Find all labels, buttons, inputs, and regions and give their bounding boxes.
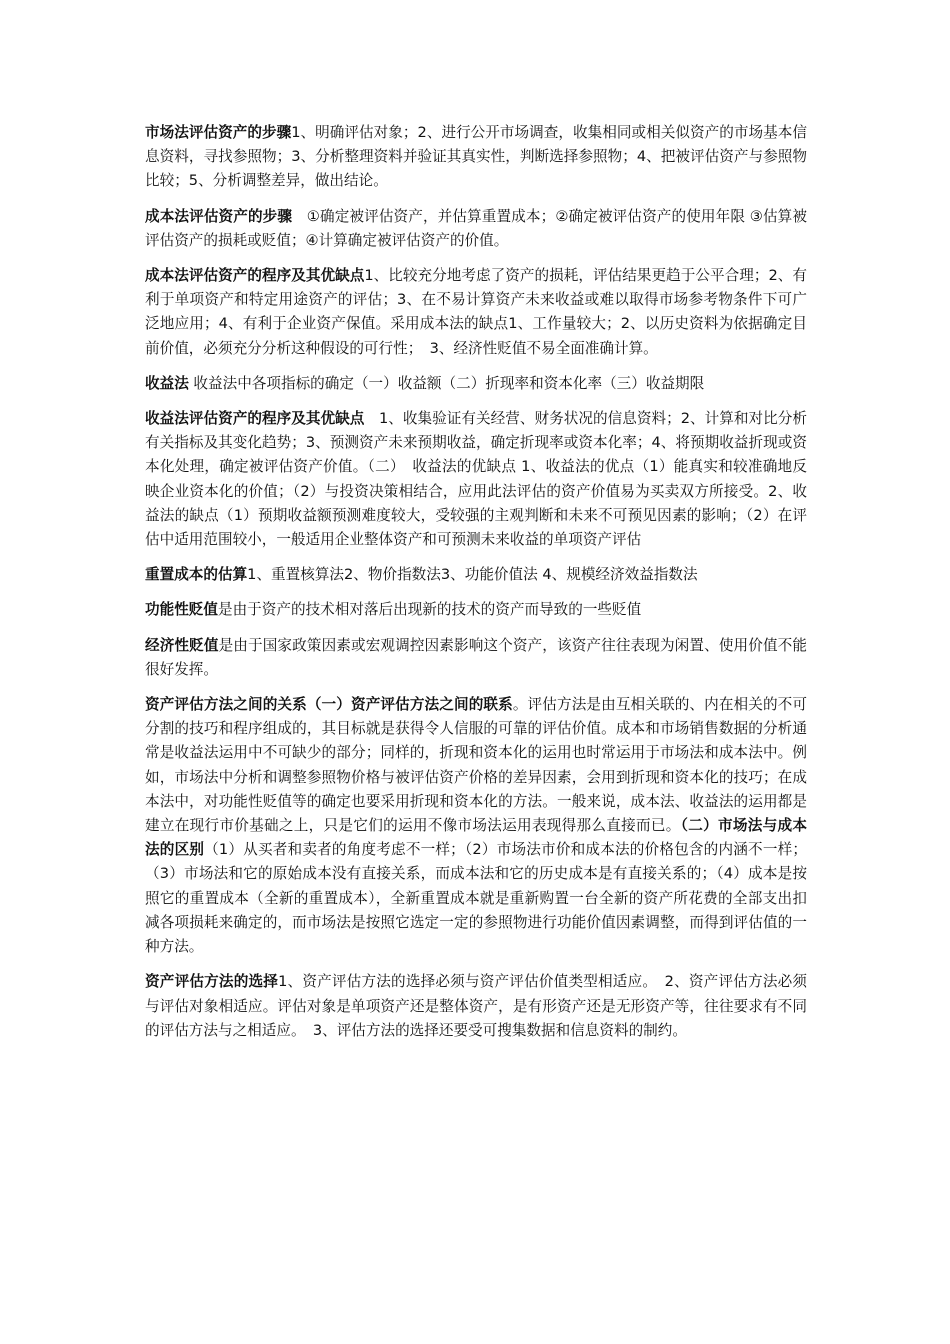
heading-methods-selection: 资产评估方法的选择 bbox=[145, 973, 279, 991]
heading-functional-depreciation: 功能性贬值 bbox=[145, 601, 218, 619]
text-market-method-steps: 1、明确评估对象；2、进行公开市场调查，收集相同或相关似资产的市场基本信息资料，寻找参照物；3、分析整理资料并验证其真实性，判断选择参照物；4、把被评估资产与参照物比较；5、分析调整差异，做出结论。 bbox=[145, 124, 807, 190]
paragraph-cost-method-steps bbox=[145, 205, 807, 253]
heading-income-method-procedure: 收益法评估资产的程序及其优缺点 bbox=[145, 410, 365, 428]
paragraph-methods-selection bbox=[145, 970, 807, 1043]
heading-market-method-steps: 市场法评估资产的步骤 bbox=[145, 124, 292, 141]
paragraph-market-method-steps bbox=[145, 121, 807, 194]
paragraph-income-method-procedure bbox=[145, 407, 807, 552]
document-body bbox=[145, 121, 807, 1054]
paragraph-replacement-cost bbox=[145, 563, 807, 587]
text-economic-depreciation: 是由于国家政策因素或宏观调控因素影响这个资产，该资产往往表现为闲置、使用价值不能很好发挥。 bbox=[145, 636, 807, 678]
paragraph-methods-relationship bbox=[145, 693, 807, 959]
text-income-method-procedure: 1、收集验证有关经营、财务状况的信息资料；2、计算和对比分析有关指标及其变化趋势；3、预测资产未来预期收益，确定折现率或资本化率；4、将预期收益折现或资本化处理，确定被评估资产价值。（二） 收益法的优缺点 1、收益法的优点（1）能真实和较准确地反映企业资本化的价值；（2）与投资决策相结合，应用此法评估的资产价值易为买卖双方所接受。2、收益法的缺点（1）预期收益额预测难度较大，受较强的主观判断和未来不可预见因素的影响；（2）在评估中适用范围较小，一般适用企业整体资产和可预测未来收益的单项资产评估 bbox=[145, 410, 807, 549]
text-income-method: 收益法中各项指标的确定（一）收益额（二）折现率和资本化率（三）收益期限 bbox=[188, 374, 705, 392]
text-methods-relationship: 。评估方法是由互相关联的、内在相关的不可分割的技巧和程序组成的，其目标就是获得令人信服的可靠的评估价值。成本和市场销售数据的分析通常是收益法运用中不可缺少的部分；同样的，折现和资本化的运用也时常运用于市场法和成本法中。例如，市场法中分析和调整参照物价格与被评估资产价格的差异因素，会用到折现和资本化的技巧；在成本法中，对功能性贬值等的确定也要采用折现和资本化的方法。一般来说，成本法、收益法的运用都是建立在现行市价基础之上，只是它们的运用不像市场法运用表现得那么直接而已。 bbox=[145, 696, 807, 835]
heading-cost-method-steps: 成本法评估资产的步骤 bbox=[145, 207, 293, 225]
paragraph-functional-depreciation bbox=[145, 598, 807, 622]
heading-cost-method-procedure: 成本法评估资产的程序及其优缺点 bbox=[145, 267, 365, 285]
text-cost-method-steps: ①确定被评估资产，并估算重置成本；②确定被评估资产的使用年限 ③估算被评估资产的损耗或贬值；④计算确定被评估资产的价值。 bbox=[145, 207, 807, 249]
heading-economic-depreciation: 经济性贬值 bbox=[145, 636, 219, 654]
heading-replacement-cost: 重置成本的估算 bbox=[145, 566, 248, 584]
text-functional-depreciation: 是由于资产的技术相对落后出现新的技术的资产而导致的一些贬值 bbox=[217, 601, 642, 619]
text-cost-method-procedure: 1、比较充分地考虑了资产的损耗，评估结果更趋于公平合理；2、有利于单项资产和特定用途资产的评估；3、在不易计算资产未来收益或难以取得市场参考物条件下可广泛地应用；4、有利于企业资产保值。采用成本法的缺点1、工作量较大；2、以历史资料为依据确定目前价值，必须充分分析这种假设的可行性； 3、经济性贬值不易全面准确计算。 bbox=[145, 267, 807, 357]
heading-market-vs-cost-difference: （二）市场法与成本法的区别 bbox=[145, 817, 808, 859]
heading-methods-relationship: 资产评估方法之间的关系（一）资产评估方法之间的联系 bbox=[145, 696, 513, 714]
text-methods-selection: 1、资产评估方法的选择必须与资产评估价值类型相适应。 2、资产评估方法必须与评估对象相适应。评估对象是单项资产还是整体资产，是有形资产还是无形资产等，往往要求有不同的评估方法与之相适应。 3、评估方法的选择还要受可搜集数据和信息资料的制约。 bbox=[145, 973, 807, 1039]
paragraph-economic-depreciation bbox=[145, 634, 807, 682]
heading-income-method: 收益法 bbox=[145, 374, 189, 392]
text-market-vs-cost-difference: （1）从买者和卖者的角度考虑不一样；（2）市场法市价和成本法的价格包含的内涵不一样；（3）市场法和它的原始成本没有直接关系，而成本法和它的历史成本是有直接关系的；（4）成本是按照它的重置成本（全新的重置成本），全新重置成本就是重新购置一台全新的资产所花费的全部支出扣减各项损耗来确定的，而市场法是按照它选定一定的参照物进行功能价值因素调整，而得到评估值的一种方法。 bbox=[145, 841, 807, 956]
paragraph-cost-method-procedure bbox=[145, 264, 807, 361]
paragraph-income-method bbox=[145, 372, 807, 396]
text-replacement-cost: 1、重置核算法2、物价指数法3、功能价值法 4、规模经济效益指数法 bbox=[247, 566, 698, 584]
